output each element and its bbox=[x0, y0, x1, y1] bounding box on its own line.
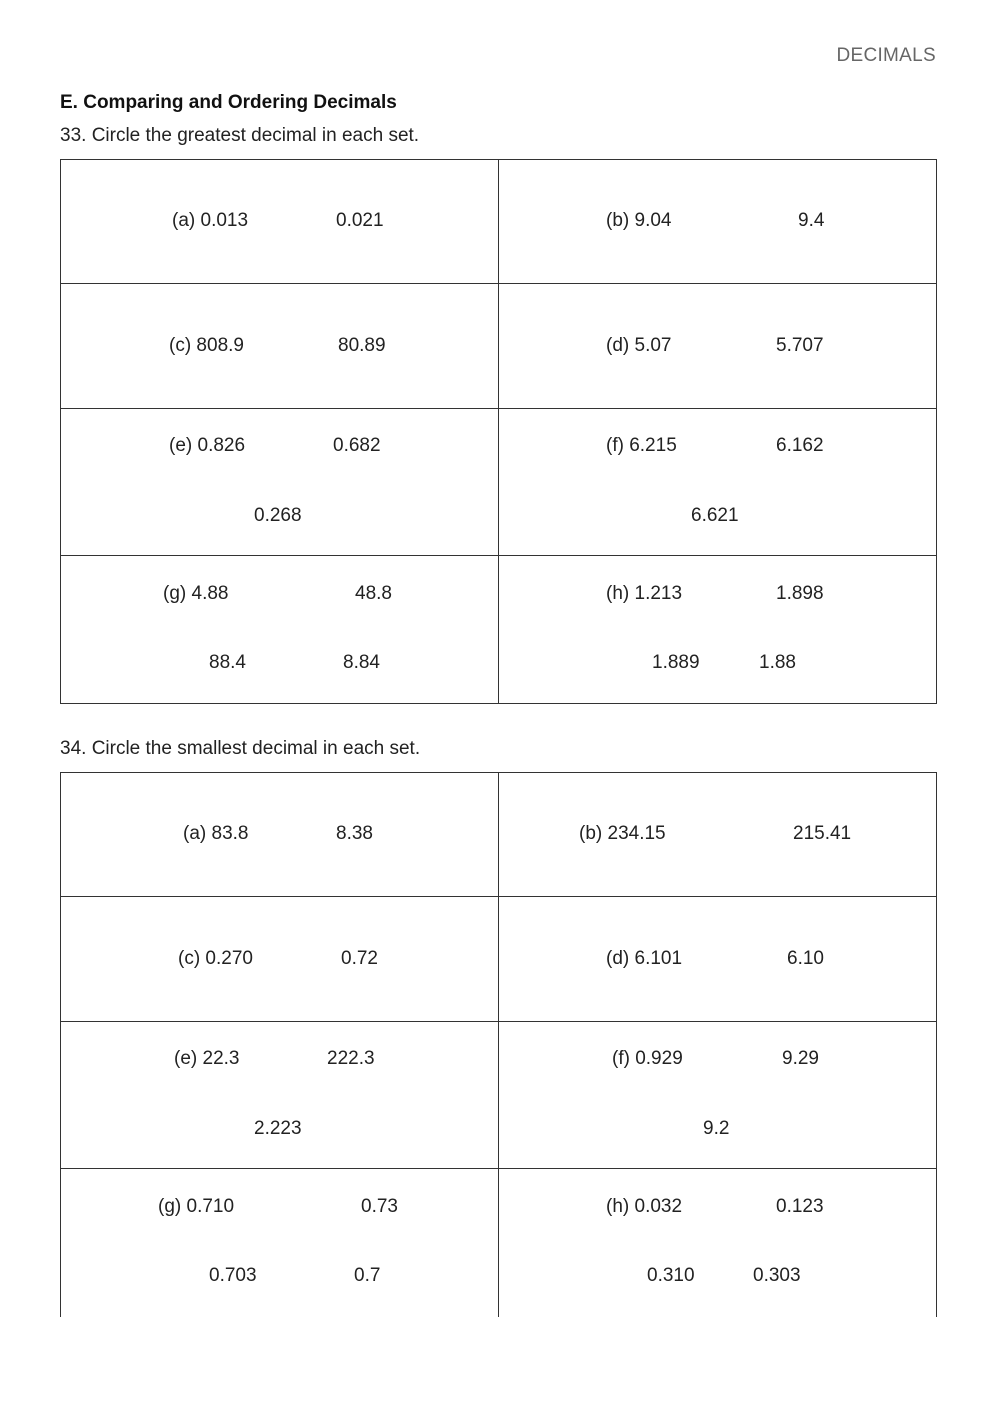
option-label[interactable]: (f) 0.929 bbox=[612, 1048, 683, 1069]
option-label[interactable]: (h) 0.032 bbox=[606, 1196, 683, 1217]
table-row bbox=[61, 160, 937, 284]
option-value[interactable]: 2.223 bbox=[254, 1118, 302, 1139]
cell-34c bbox=[61, 897, 499, 1022]
option-value[interactable]: 48.8 bbox=[355, 583, 392, 604]
option-value[interactable]: 88.4 bbox=[209, 652, 246, 673]
question-33-prompt: 33. Circle the greatest decimal in each set. bbox=[60, 125, 420, 146]
cell-34b bbox=[499, 773, 937, 897]
option-label[interactable]: (c) 0.270 bbox=[178, 948, 253, 969]
table-row bbox=[61, 556, 937, 704]
table-row bbox=[61, 773, 937, 897]
option-value[interactable]: 222.3 bbox=[327, 1048, 375, 1069]
option-label[interactable]: (f) 6.215 bbox=[606, 435, 677, 456]
option-value[interactable]: 6.162 bbox=[776, 435, 824, 456]
option-value[interactable]: 0.682 bbox=[333, 435, 381, 456]
option-value[interactable]: 1.898 bbox=[776, 583, 824, 604]
option-label[interactable]: (a) 83.8 bbox=[183, 823, 249, 844]
cell-34g bbox=[61, 1169, 499, 1317]
option-label[interactable]: (h) 1.213 bbox=[606, 583, 683, 604]
option-value[interactable]: 80.89 bbox=[338, 335, 386, 356]
cell-34f bbox=[499, 1022, 937, 1169]
cell-33d bbox=[499, 284, 937, 409]
question-34-table bbox=[60, 772, 937, 1317]
option-value[interactable]: 0.703 bbox=[209, 1265, 257, 1286]
cell-33b bbox=[499, 160, 937, 284]
option-value[interactable]: 0.310 bbox=[647, 1265, 695, 1286]
option-label[interactable]: (b) 234.15 bbox=[579, 823, 666, 844]
option-value[interactable]: 9.29 bbox=[782, 1048, 819, 1069]
option-label[interactable]: (b) 9.04 bbox=[606, 210, 672, 231]
option-value[interactable]: 215.41 bbox=[793, 823, 852, 844]
option-value[interactable]: 1.889 bbox=[652, 652, 700, 673]
option-label[interactable]: (e) 0.826 bbox=[169, 435, 246, 456]
cell-33g bbox=[61, 556, 499, 704]
option-value[interactable]: 6.10 bbox=[787, 948, 824, 969]
table-row bbox=[61, 409, 937, 556]
option-value[interactable]: 0.021 bbox=[336, 210, 384, 231]
cell-33c bbox=[61, 284, 499, 409]
option-value[interactable]: 0.303 bbox=[753, 1265, 801, 1286]
option-label[interactable]: (d) 6.101 bbox=[606, 948, 683, 969]
table-row bbox=[61, 1022, 937, 1169]
cell-34a bbox=[61, 773, 499, 897]
option-value[interactable]: 0.72 bbox=[341, 948, 378, 969]
option-value[interactable]: 6.621 bbox=[691, 505, 739, 526]
option-value[interactable]: 0.268 bbox=[254, 505, 302, 526]
cell-34d bbox=[499, 897, 937, 1022]
option-value[interactable]: 0.73 bbox=[361, 1196, 398, 1217]
table-row bbox=[61, 284, 937, 409]
section-title: E. Comparing and Ordering Decimals bbox=[60, 92, 397, 113]
option-value[interactable]: 9.2 bbox=[703, 1118, 730, 1139]
cell-33a bbox=[61, 160, 499, 284]
option-value[interactable]: 8.38 bbox=[336, 823, 373, 844]
table-row bbox=[61, 1169, 937, 1317]
question-33-table bbox=[60, 159, 937, 704]
option-label[interactable]: (e) 22.3 bbox=[174, 1048, 240, 1069]
option-label[interactable]: (d) 5.07 bbox=[606, 335, 672, 356]
option-label[interactable]: (g) 0.710 bbox=[158, 1196, 235, 1217]
option-value[interactable]: 1.88 bbox=[759, 652, 796, 673]
cell-34e bbox=[61, 1022, 499, 1169]
cell-34h bbox=[499, 1169, 937, 1317]
option-value[interactable]: 0.123 bbox=[776, 1196, 824, 1217]
cell-33e bbox=[61, 409, 499, 556]
option-label[interactable]: (a) 0.013 bbox=[172, 210, 249, 231]
cell-33h bbox=[499, 556, 937, 704]
page-header: DECIMALS bbox=[836, 45, 936, 66]
option-value[interactable]: 0.7 bbox=[354, 1265, 381, 1286]
option-value[interactable]: 5.707 bbox=[776, 335, 824, 356]
cell-33f bbox=[499, 409, 937, 556]
option-label[interactable]: (c) 808.9 bbox=[169, 335, 244, 356]
option-value[interactable]: 9.4 bbox=[798, 210, 825, 231]
option-label[interactable]: (g) 4.88 bbox=[163, 583, 229, 604]
table-row bbox=[61, 897, 937, 1022]
option-value[interactable]: 8.84 bbox=[343, 652, 380, 673]
question-34-prompt: 34. Circle the smallest decimal in each set. bbox=[60, 738, 421, 759]
